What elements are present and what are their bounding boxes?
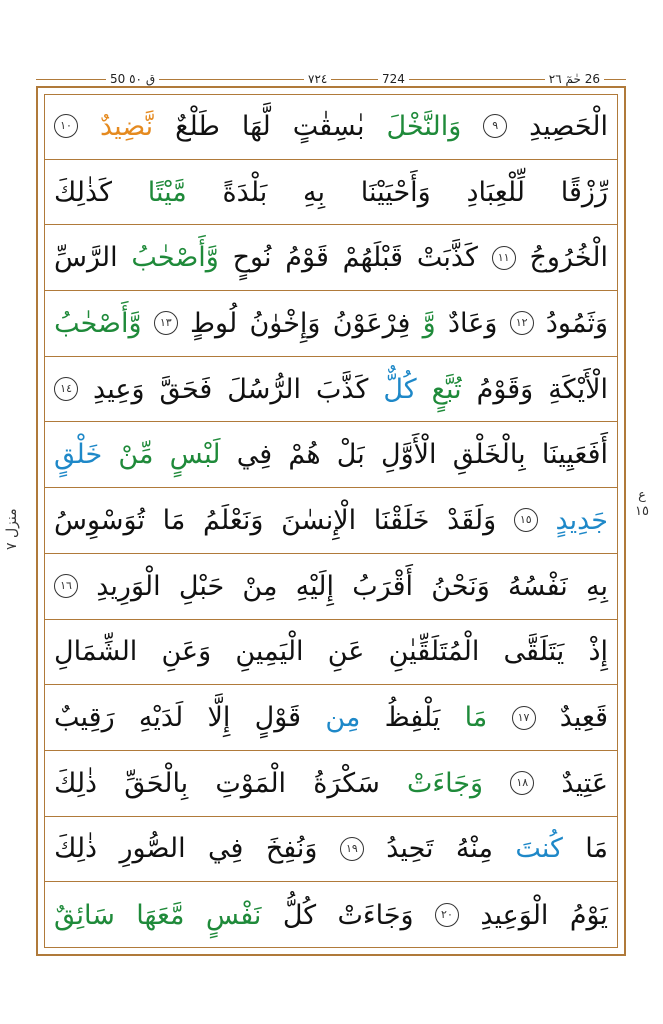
verse-word: الْيَمِينِ	[235, 636, 304, 668]
verse-word: كُلٌّ	[383, 373, 417, 405]
verse-word: كَذَّبَ	[315, 373, 369, 405]
ayah-number-marker: ١٣	[154, 311, 178, 335]
verse-word: الشِّمَالِ	[54, 636, 138, 668]
verse-word: يَوْمُ	[569, 899, 608, 931]
verse-word: نُوحٍ	[232, 242, 272, 274]
verse-word: رِّزْقًا	[560, 176, 608, 208]
verse-word: الْخُرُوجُ	[529, 242, 608, 274]
verse-word: خَلْقٍ	[54, 439, 103, 471]
verse-line	[44, 422, 618, 488]
verse-word: مِّنْ	[118, 439, 154, 471]
verse-word: سَائِقٌ	[54, 899, 115, 931]
verse-word: الصُّورِ	[119, 833, 186, 865]
verse-word: الْحَصِيدِ	[529, 110, 608, 142]
verse-word: مَّيْتًا	[147, 176, 187, 208]
verse-word: تُبَّعٍ	[431, 373, 462, 405]
verse-word: وَنَحْنُ	[431, 570, 490, 602]
verse-word: بِهِ	[586, 570, 608, 602]
verse-word: وَثَمُودُ	[545, 307, 608, 339]
verse-word: لُوطٍ	[190, 307, 238, 339]
verse-word: بَلْ	[336, 439, 365, 471]
ayah-number-marker: ١٠	[54, 114, 78, 138]
verse-word: أَفَعَيِينَا	[541, 439, 608, 471]
verse-word: بٰسِقٰتٍ	[292, 110, 365, 142]
verse-word: وَأَحْيَيْنَا	[360, 176, 431, 208]
header-surah-left: ق ٥٠ 50	[106, 70, 159, 88]
verse-line	[44, 357, 618, 423]
verse-word: وَقَوْمُ	[476, 373, 534, 405]
verse-word: إِذْ	[588, 636, 608, 668]
verse-word: عَتِيدٌ	[561, 767, 608, 799]
verse-word: كَذَّبَتْ	[416, 242, 478, 274]
verse-word: لَبْسٍ	[169, 439, 221, 471]
verse-word: بِهِ	[303, 176, 326, 208]
verse-word: فِي	[236, 439, 273, 471]
verse-word: مِنْهُ	[455, 833, 493, 865]
ayah-number-marker: ٢٠	[435, 903, 459, 927]
verse-word: كُنتَ	[515, 833, 563, 865]
verse-word: بَلْدَةً	[222, 176, 268, 208]
verse-word: مِن	[325, 702, 361, 734]
verse-word: وَجَاءَتْ	[407, 767, 484, 799]
ayah-number-marker: ١٧	[512, 706, 536, 730]
verse-word: وَّأَصْحٰبُ	[131, 242, 219, 274]
verse-word: فَحَقَّ	[159, 373, 213, 405]
verse-line	[44, 160, 618, 226]
verse-word: مَا	[162, 504, 186, 536]
verse-word: وَلَقَدْ	[447, 504, 497, 536]
verse-line	[44, 488, 618, 554]
verse-word: سَكْرَةُ	[313, 767, 380, 799]
ayah-number-marker: ١٤	[54, 377, 78, 401]
verse-line	[44, 685, 618, 751]
verse-word: وَّ	[422, 307, 436, 339]
verse-line	[44, 620, 618, 686]
verse-word: وَعَنِ	[161, 636, 212, 668]
verse-word: نَّضِيدٌ	[99, 110, 154, 142]
margin-manzil-label: منزل ٧	[4, 508, 20, 550]
verse-word: لَدَيْهِ	[138, 702, 184, 734]
verse-word: مَا	[585, 833, 608, 865]
verse-word: الرَّسِّ	[54, 242, 118, 274]
verse-word: تَحِيدُ	[386, 833, 434, 865]
verse-line	[44, 817, 618, 883]
verse-word: الْوَعِيدِ	[480, 899, 549, 931]
verse-word: قَوْمُ	[285, 242, 329, 274]
verse-word: وَنَعْلَمُ	[202, 504, 264, 536]
verse-word: تُوَسْوِسُ	[54, 504, 146, 536]
verse-word: خَلَقْنَا	[373, 504, 430, 536]
ayah-number-marker: ١١	[492, 246, 516, 270]
verse-word: وَّأَصْحٰبُ	[54, 307, 142, 339]
verse-word: نَفْسٍ	[205, 899, 262, 931]
verse-word: رَقِيبٌ	[54, 702, 115, 734]
verse-word: قَعِيدٌ	[559, 702, 608, 734]
verse-word: طَلْعٌ	[175, 110, 220, 142]
ayah-number-marker: ١٦	[54, 574, 78, 598]
verse-word: فِرْعَوْنُ	[332, 307, 411, 339]
text-lines	[44, 94, 618, 948]
verse-word: وَجَاءَتْ	[337, 899, 414, 931]
ayah-number-marker: ١٢	[510, 311, 534, 335]
verse-word: جَدِيدٍ	[555, 504, 608, 536]
verse-line	[44, 882, 618, 948]
verse-word: بِالْحَقِّ	[124, 767, 189, 799]
verse-word: وَإِخْوٰنُ	[249, 307, 321, 339]
verse-word: الرُّسُلَ	[227, 373, 301, 405]
verse-word: ذٰلِكَ	[54, 833, 98, 865]
verse-word: حَبْلِ	[178, 570, 225, 602]
verse-word: عَنِ	[327, 636, 365, 668]
verse-word: وَعِيدِ	[93, 373, 145, 405]
verse-word: مَا	[464, 702, 488, 734]
verse-word: وَنُفِخَ	[265, 833, 318, 865]
verse-word: مَّعَهَا	[136, 899, 185, 931]
verse-word: إِلَّا	[207, 702, 231, 734]
verse-word: وَعَادٌ	[447, 307, 498, 339]
verse-word: قَبْلَهُمْ	[342, 242, 404, 274]
verse-word: ذٰلِكَ	[54, 767, 98, 799]
verse-word: يَتَلَقَّى	[503, 636, 565, 668]
verse-word: يَلْفِظُ	[384, 702, 441, 734]
header-page-number: 724	[378, 70, 409, 88]
header-surah-right: 26 حٰمٓ ٢٦	[545, 70, 604, 88]
verse-word: وَالنَّخْلَ	[386, 110, 462, 142]
verse-word: لِّلْعِبَادِ	[466, 176, 526, 208]
verse-word: الْمَوْتِ	[215, 767, 287, 799]
verse-word: الْإِنسٰنَ	[281, 504, 357, 536]
verse-line	[44, 751, 618, 817]
verse-line	[44, 225, 618, 291]
verse-word: الْوَرِيدِ	[96, 570, 161, 602]
verse-word: هُمْ	[288, 439, 321, 471]
verse-word: فِي	[208, 833, 244, 865]
ayah-number-marker: ٩	[483, 114, 507, 138]
ayah-number-marker: ١٨	[510, 771, 534, 795]
verse-word: الْمُتَلَقِّيٰنِ	[388, 636, 480, 668]
verse-word: الْأَوَّلِ	[381, 439, 437, 471]
verse-line	[44, 94, 618, 160]
verse-word: الْأَيْكَةِ	[548, 373, 608, 405]
ayah-number-marker: ١٥	[514, 508, 538, 532]
verse-word: بِالْخَلْقِ	[452, 439, 526, 471]
ayah-number-marker: ١٩	[340, 837, 364, 861]
verse-word: لَّهَا	[241, 110, 271, 142]
verse-word: مِنْ	[242, 570, 278, 602]
verse-word: إِلَيْهِ	[295, 570, 335, 602]
verse-word: أَقْرَبُ	[352, 570, 413, 602]
verse-word: كَذٰلِكَ	[54, 176, 113, 208]
verse-word: قَوْلٍ	[254, 702, 302, 734]
verse-line	[44, 291, 618, 357]
verse-line	[44, 554, 618, 620]
margin-ruku-marker: ع ١٥	[635, 488, 649, 519]
verse-word: كُلُّ	[282, 899, 317, 931]
verse-word: نَفْسُهُ	[508, 570, 568, 602]
header-page-urdu: ٧٢٤	[304, 70, 331, 88]
